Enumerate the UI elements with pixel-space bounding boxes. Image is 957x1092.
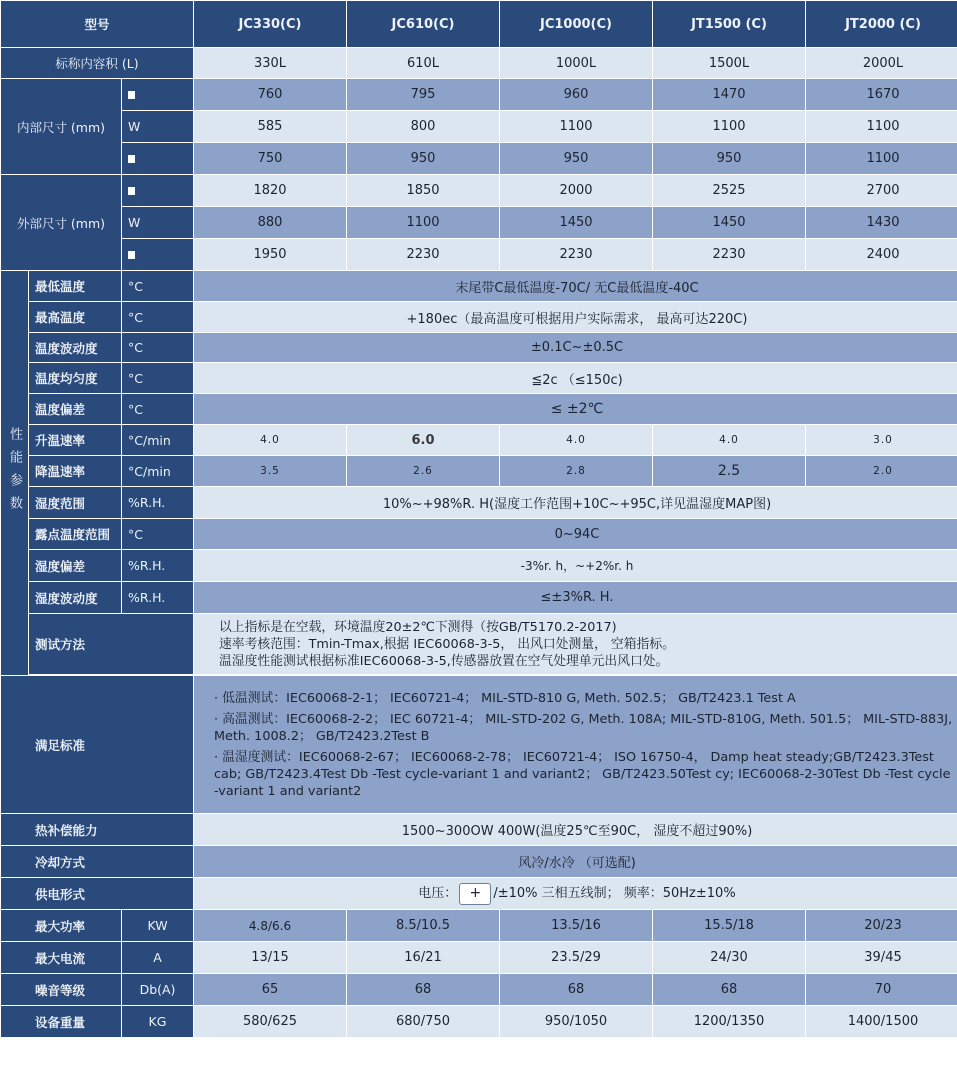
param-label: 温度均匀度 [29, 363, 122, 394]
param-label: 温度偏差 [29, 394, 122, 425]
test-method-line: 速率考核范围：Tmin-Tmax,根据 IEC60068-3-5， 出风口处测量， 空箱指标。 [219, 636, 675, 652]
rate-value: 4.0 [194, 425, 347, 456]
weight-unit: KG [122, 1006, 194, 1038]
noise-unit: Db(A) [122, 974, 194, 1006]
rate-value: 6.0 [347, 425, 500, 456]
outer-value: 1450 [500, 207, 653, 239]
param-unit: °C [122, 271, 194, 302]
heat-comp-value: 1500~300OW 400W(温度25℃至90C， 湿度不超过90%) [194, 814, 957, 846]
noise-value: 68 [653, 974, 806, 1006]
max-current-label: 最大电流 [1, 942, 122, 974]
outer-row [1, 239, 957, 271]
outer-value: 2230 [653, 239, 806, 271]
weight-value: 680/750 [347, 1006, 500, 1038]
perf-row-min-temp [1, 271, 957, 302]
param-value: ≤±3%R. H. [194, 582, 957, 614]
perf-row-test-method [1, 614, 957, 675]
noise-value: 70 [806, 974, 957, 1006]
outer-value: 2230 [347, 239, 500, 271]
cooling-row [1, 846, 957, 878]
param-label: 温度波动度 [29, 333, 122, 363]
power-label: 供电形式 [1, 878, 194, 910]
perf-row-hum-dev [1, 550, 957, 582]
inner-row [1, 111, 957, 143]
rate-value: 2.5 [653, 456, 806, 487]
dimension-unit [122, 143, 194, 175]
dimension-unit: W [122, 111, 194, 143]
test-method-text [194, 614, 957, 675]
param-label: 湿度范围 [29, 487, 122, 519]
power-row [1, 878, 957, 910]
perf-row-dew-range [1, 519, 957, 550]
heat-comp-label: 热补偿能力 [1, 814, 194, 846]
rate-value: 2.8 [500, 456, 653, 487]
inner-value: 585 [194, 111, 347, 143]
param-unit: °C/min [122, 425, 194, 456]
max-current-value: 16/21 [347, 942, 500, 974]
standard-line: · 温湿度测试：IEC60068-2-67； IEC60068-2-78； IEC60721-4； ISO 16750-4， Damp heat steady;GB/T2423.3Test cab; GB/T2423.4Test Db -Test cycle-variant 1 and variant2； GB/T2423.50Test cy; IEC60068-2-30Test Db -Test cycle -variant 1 and variant2 [214, 749, 951, 799]
capacity-row [1, 48, 957, 79]
noise-label: 噪音等级 [1, 974, 122, 1006]
outer-value: 2000 [500, 175, 653, 207]
capacity-value: 2000L [806, 48, 957, 79]
max-power-value: 8.5/10.5 [347, 910, 500, 942]
max-current-unit: A [122, 942, 194, 974]
param-value: 末尾带C最低温度-70C/ 无C最低温度-40C [194, 271, 957, 302]
max-power-value: 13.5/16 [500, 910, 653, 942]
param-value: +180ec（最高温度可根据用户实际需求， 最高可达220C) [194, 302, 957, 333]
capacity-value: 1000L [500, 48, 653, 79]
outer-value: 1950 [194, 239, 347, 271]
heat-comp-row [1, 814, 957, 846]
param-label: 湿度波动度 [29, 582, 122, 614]
weight-value: 950/1050 [500, 1006, 653, 1038]
standards-row [1, 676, 957, 814]
inner-value: 1670 [806, 79, 957, 111]
param-value: ≦2c （≤150c) [194, 363, 957, 394]
standards-label: 满足标准 [1, 676, 194, 814]
weight-value: 1200/1350 [653, 1006, 806, 1038]
inner-value: 1100 [806, 111, 957, 143]
param-label: 露点温度范围 [29, 519, 122, 550]
dimension-unit: W [122, 207, 194, 239]
unit-glyph-icon [128, 187, 135, 195]
rate-value: 3.0 [806, 425, 957, 456]
inner-value: 760 [194, 79, 347, 111]
param-value: ≤ ±2℃ [194, 394, 957, 425]
inner-value: 960 [500, 79, 653, 111]
weight-value: 1400/1500 [806, 1006, 957, 1038]
outer-row [1, 207, 957, 239]
test-method-line: 温湿度性能测试根据标准IEC60068-3-5,传感器放置在空气处理单元出风口处。 [219, 653, 669, 669]
perf-row-max-temp [1, 302, 957, 333]
param-unit: °C [122, 302, 194, 333]
inner-row [1, 79, 957, 111]
param-label: 湿度偏差 [29, 550, 122, 582]
param-value: 10%~+98%R. H(湿度工作范围+10C~+95C,详见温湿度MAP图) [194, 487, 957, 519]
inner-value: 750 [194, 143, 347, 175]
param-label: 降温速率 [29, 456, 122, 487]
rate-value: 4.0 [500, 425, 653, 456]
param-label: 升温速率 [29, 425, 122, 456]
cooling-label: 冷却方式 [1, 846, 194, 878]
max-power-value: 4.8/6.6 [194, 910, 347, 942]
model-name: JC610(C) [347, 1, 500, 48]
inner-value: 1470 [653, 79, 806, 111]
outer-value: 2525 [653, 175, 806, 207]
inner-value: 950 [347, 143, 500, 175]
unit-glyph-icon [128, 251, 135, 259]
inner-value: 950 [500, 143, 653, 175]
power-value [194, 878, 957, 910]
param-label: 最高温度 [29, 302, 122, 333]
param-value: 0~94C [194, 519, 957, 550]
rate-value: 2.0 [806, 456, 957, 487]
power-suffix: /±10% 三相五线制； 频率：50Hz±10% [493, 886, 736, 902]
noise-value: 68 [347, 974, 500, 1006]
max-current-value: 13/15 [194, 942, 347, 974]
inner-row [1, 143, 957, 175]
max-current-value: 24/30 [653, 942, 806, 974]
outer-value: 1450 [653, 207, 806, 239]
max-power-row [1, 910, 957, 942]
perf-row-cool-rate [1, 456, 957, 487]
inner-value: 1100 [806, 143, 957, 175]
max-current-value: 39/45 [806, 942, 957, 974]
standards-text [194, 676, 957, 814]
performance-group-label: 性能参数 [1, 271, 29, 676]
perf-row-temp-fluct [1, 333, 957, 363]
perf-row-temp-uniform [1, 363, 957, 394]
capacity-value: 1500L [653, 48, 806, 79]
param-label: 最低温度 [29, 271, 122, 302]
outer-value: 1100 [347, 207, 500, 239]
weight-value: 580/625 [194, 1006, 347, 1038]
param-unit: %R.H. [122, 487, 194, 519]
model-name: JT1500 (C) [653, 1, 806, 48]
max-power-value: 20/23 [806, 910, 957, 942]
model-label: 型号 [1, 1, 194, 48]
noise-value: 65 [194, 974, 347, 1006]
outer-dimension-label: 外部尺寸 (mm) [1, 175, 122, 271]
capacity-value: 610L [347, 48, 500, 79]
max-current-value: 23.5/29 [500, 942, 653, 974]
cooling-value: 风冷/水冷 （可选配) [194, 846, 957, 878]
max-power-unit: KW [122, 910, 194, 942]
param-unit: °C [122, 519, 194, 550]
perf-row-temp-dev [1, 394, 957, 425]
max-power-label: 最大功率 [1, 910, 122, 942]
param-value: -3%r. h，~+2%r. h [194, 550, 957, 582]
param-unit: °C [122, 363, 194, 394]
param-unit: %R.H. [122, 582, 194, 614]
perf-row-hum-range [1, 487, 957, 519]
max-power-value: 15.5/18 [653, 910, 806, 942]
unit-glyph-icon [128, 91, 135, 99]
rate-value: 3.5 [194, 456, 347, 487]
standard-line: · 低温测试：IEC60068-2-1； IEC60721-4； MIL-STD-810 G, Meth. 502.5； GB/T2423.1 Test A [214, 690, 796, 706]
dimension-unit [122, 175, 194, 207]
rate-value: 4.0 [653, 425, 806, 456]
param-unit: °C/min [122, 456, 194, 487]
inner-value: 1100 [500, 111, 653, 143]
outer-value: 1850 [347, 175, 500, 207]
expand-button[interactable]: + [459, 883, 491, 905]
inner-value: 1100 [653, 111, 806, 143]
capacity-value: 330L [194, 48, 347, 79]
weight-row [1, 1006, 957, 1038]
dimension-unit [122, 79, 194, 111]
outer-value: 2700 [806, 175, 957, 207]
outer-value: 1820 [194, 175, 347, 207]
header-row [1, 1, 957, 48]
power-prefix: 电压： [418, 886, 458, 902]
model-name: JC1000(C) [500, 1, 653, 48]
noise-value: 68 [500, 974, 653, 1006]
noise-row [1, 974, 957, 1006]
param-unit: %R.H. [122, 550, 194, 582]
outer-value: 2400 [806, 239, 957, 271]
outer-value: 1430 [806, 207, 957, 239]
inner-value: 800 [347, 111, 500, 143]
inner-value: 795 [347, 79, 500, 111]
test-method-line: 以上指标是在空载，环境温度20±2℃下测得（按GB/T5170.2-2017) [219, 619, 617, 635]
perf-row-hum-fluct [1, 582, 957, 614]
param-label: 测试方法 [29, 614, 194, 675]
dimension-unit [122, 239, 194, 271]
perf-row-heat-rate [1, 425, 957, 456]
param-unit: °C [122, 333, 194, 363]
inner-dimension-label: 内部尺寸 (mm) [1, 79, 122, 175]
capacity-label: 标称内容积 (L) [1, 48, 194, 79]
unit-glyph-icon [128, 155, 135, 163]
rate-value: 2.6 [347, 456, 500, 487]
param-unit: °C [122, 394, 194, 425]
model-name: JT2000 (C) [806, 1, 957, 48]
outer-value: 2230 [500, 239, 653, 271]
max-current-row [1, 942, 957, 974]
outer-row [1, 175, 957, 207]
param-value: ±0.1C~±0.5C [194, 333, 957, 363]
outer-value: 880 [194, 207, 347, 239]
inner-value: 950 [653, 143, 806, 175]
standard-line: · 高温测试：IEC60068-2-2； IEC 60721-4； MIL-STD-202 G, Meth. 108A; MIL-STD-810G, Meth. 501.5； MIL-STD-883J, Meth. 1008.2； GB/T2423.2Test B [214, 711, 953, 744]
model-name: JC330(C) [194, 1, 347, 48]
weight-label: 设备重量 [1, 1006, 122, 1038]
